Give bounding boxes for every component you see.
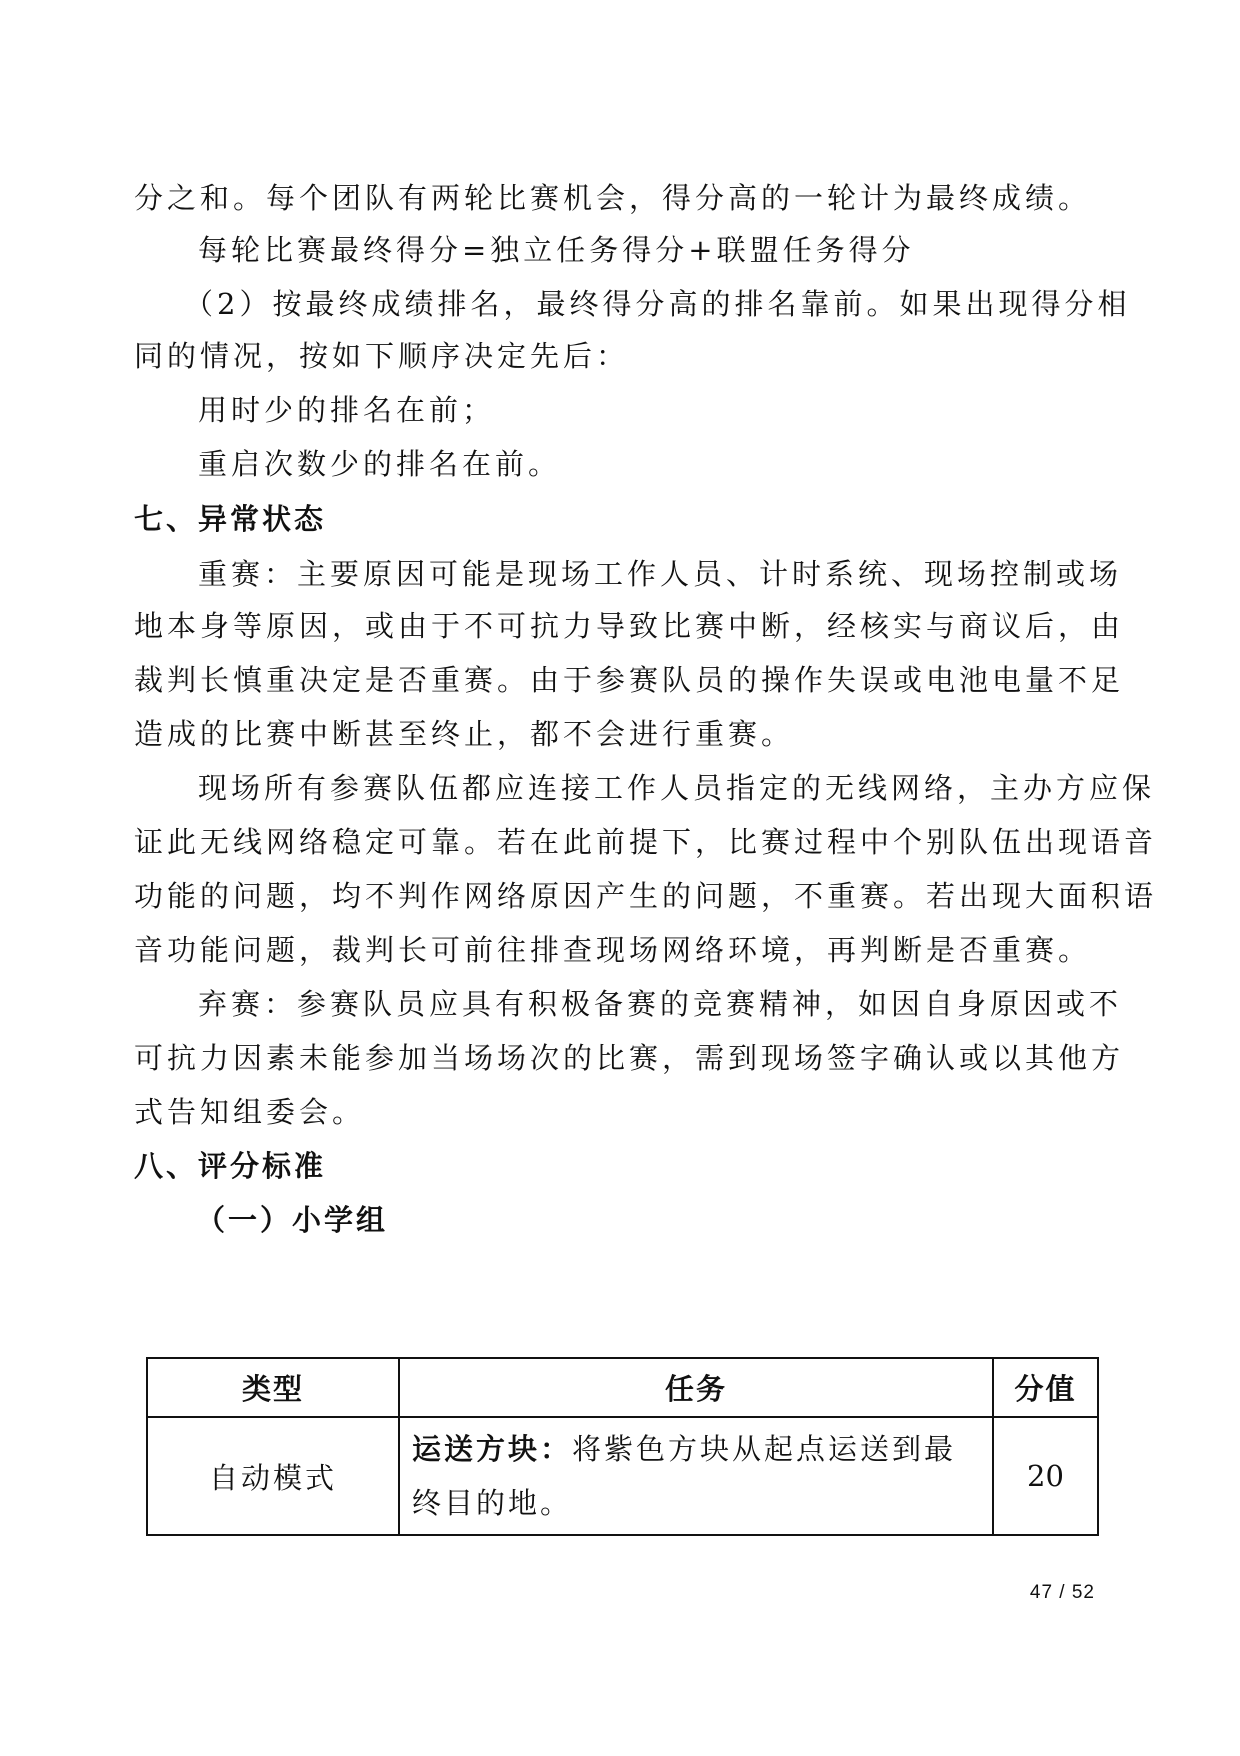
paragraph-line: 造成的比赛中断甚至终止，都不会进行重赛。 [134,717,795,751]
paragraph-line: 地本身等原因，或由于不可抗力导致比赛中断，经核实与商议后，由 [134,609,1125,643]
section-heading-7: 七、异常状态 [134,502,327,536]
section-heading-8: 八、评分标准 [134,1149,327,1183]
paragraph-line: 每轮比赛最终得分=独立任务得分+联盟任务得分 [198,233,915,267]
paragraph-line: 用时少的排名在前； [198,393,496,427]
table-header-row [147,1358,1098,1417]
scoring-table [146,1357,1099,1536]
table-row [147,1417,1098,1535]
paragraph-line: 现场所有参赛队伍都应连接工作人员指定的无线网络，主办方应保 [198,771,1156,805]
cell-task [399,1417,993,1535]
paragraph-line: 功能的问题，均不判作网络原因产生的问题，不重赛。若出现大面积语 [134,879,1158,913]
cell-score: 20 [993,1417,1098,1535]
paragraph-line: 重启次数少的排名在前。 [198,447,562,481]
header-type: 类型 [147,1358,399,1417]
paragraph-line: 音功能问题，裁判长可前往排查现场网络环境，再判断是否重赛。 [134,933,1092,967]
task-title: 运送方块： [412,1432,573,1466]
paragraph-line: 裁判长慎重决定是否重赛。由于参赛队员的操作失误或电池电量不足 [134,663,1125,697]
paragraph-line: 同的情况，按如下顺序决定先后： [134,339,630,373]
page-number: 47 / 52 [1029,1582,1095,1603]
paragraph-line: 证此无线网络稳定可靠。若在此前提下，比赛过程中个别队伍出现语音 [134,825,1158,859]
header-score: 分值 [993,1358,1098,1417]
paragraph-line: 弃赛：参赛队员应具有积极备赛的竞赛精神，如因自身原因或不 [198,987,1123,1021]
paragraph-line: 式告知组委会。 [134,1095,366,1129]
subsection-heading: （一）小学组 [196,1203,389,1237]
paragraph-line: 可抗力因素未能参加当场场次的比赛，需到现场签字确认或以其他方 [134,1041,1125,1075]
task-description: 将紫色方块从起点运送到最终目的地。 [412,1432,957,1520]
paragraph-line: 分之和。每个团队有两轮比赛机会，得分高的一轮计为最终成绩。 [134,181,1092,215]
header-task: 任务 [399,1358,993,1417]
paragraph-line: （2）按最终成绩排名，最终得分高的排名靠前。如果出现得分相 [184,287,1131,321]
cell-type: 自动模式 [147,1417,399,1535]
paragraph-line: 重赛：主要原因可能是现场工作人员、计时系统、现场控制或场 [198,557,1123,591]
